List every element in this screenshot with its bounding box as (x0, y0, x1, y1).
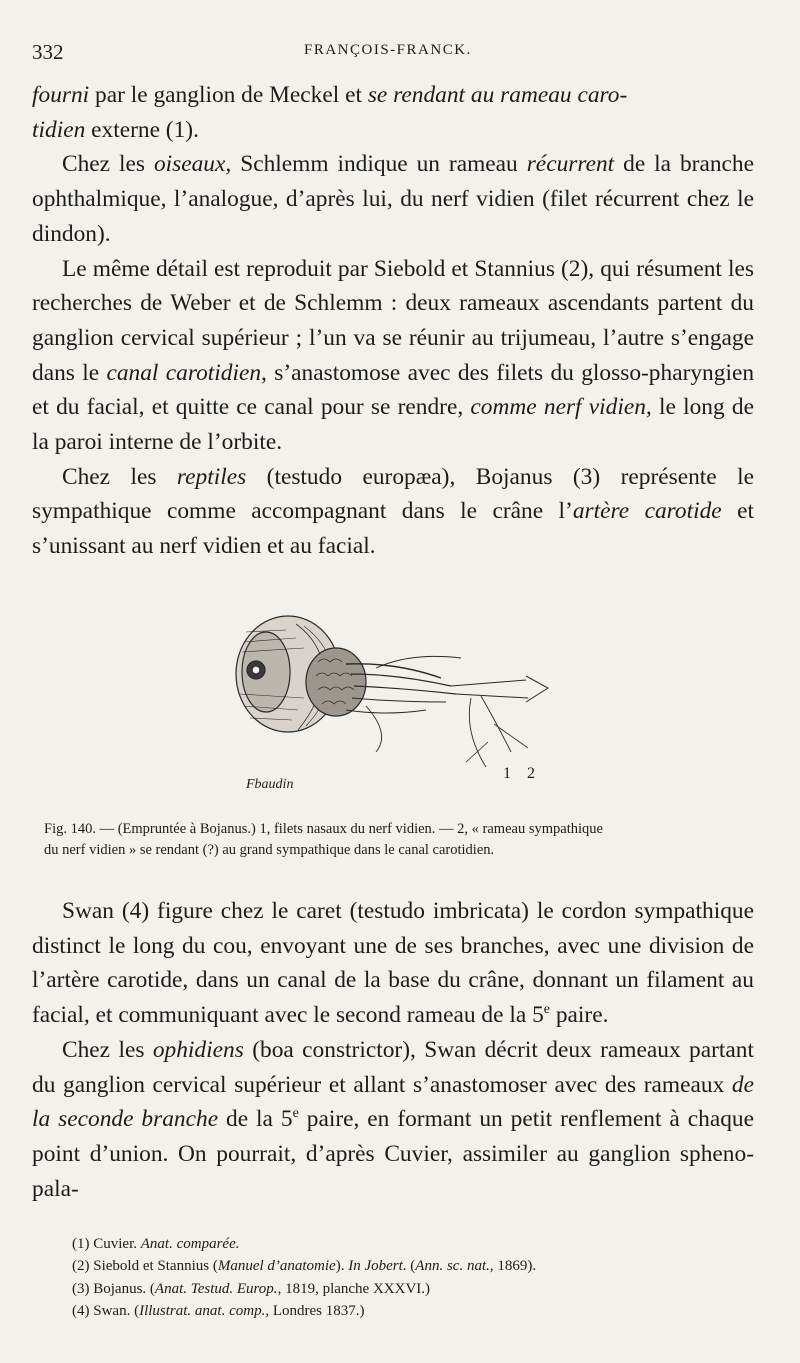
figure-illustration (226, 602, 576, 802)
engraver-signature: Fbaudin (246, 777, 294, 792)
page-number: 332 (32, 40, 64, 64)
paragraph: fourni par le ganglion de Meckel et se rendant au rameau caro- tidien externe (1). (32, 82, 628, 143)
footnote: (1) Cuvier. Anat. comparée. (72, 1236, 240, 1252)
eye-nerve-engraving (226, 602, 576, 802)
footnote: (2) Siebold et Stannius (Manuel d’anatomie). In Jobert. (Ann. sc. nat., 1869). (72, 1258, 537, 1275)
paragraph: Le même détail est reproduit par Siebold et Stannius (2), qui résument les recherches de Weber et de Schlemm : deux rameaux ascendants partent du ganglion cervical supérieur ; l’un va se réunir au trijumeau, l’autre s’engage dans le canal carotidien, s’anastomose avec des filets du glosso-pharyngien et du facial, et quitte ce canal pour se rendre, comme nerf vidien, le long de la paroi interne de l’orbite. (32, 255, 755, 456)
footnote: (3) Bojanus. (Anat. Testud. Europ., 1819, planche XXXVI.) (72, 1280, 431, 1297)
figure-label-1: 1 (503, 765, 511, 782)
footnotes (72, 1233, 772, 1322)
figure-label-2: 2 (527, 765, 535, 782)
paragraph: Chez les oiseaux, Schlemm indique un rameau récurrent de la branche ophthalmique, l’analogue, d’après lui, du nerf vidien (filet récurrent chez le dindon). (32, 151, 754, 247)
figure-caption: Fig. 140. — (Empruntée à Bojanus.) 1, filets nasaux du nerf vidien. — 2, « rameau sympathique du nerf vidien » se rendant (?) au grand sympathique dans le canal carotidien. (44, 821, 603, 858)
page-header (32, 40, 732, 68)
paragraph: Chez les ophidiens (boa constrictor), Swan décrit deux rameaux partant du ganglion cervical supérieur et allant s’anastomoser avec des rameaux de la seconde branche de la 5e paire, en formant un petit renflement à chaque point d’union. On pourrait, d’après Cuvier, assimiler au ganglion spheno-pala- (32, 1036, 754, 1202)
paragraph: Chez les reptiles (testudo europæa), Bojanus (3) représente le sympathique comme accompagnant dans le crâne l’artère carotide et s’unissant au nerf vidien et au facial. (32, 463, 754, 560)
footnote: (4) Swan. (Illustrat. anat. comp., Londres 1837.) (72, 1302, 365, 1319)
paragraph: Swan (4) figure chez le caret (testudo imbricata) le cordon sympathique distinct le long du cou, envoyant une de ses branches, avec une division de l’artère carotide, dans un canal de la base du crâne, donnant un filament au facial, et communiquant avec le second rameau de la 5e paire. (32, 898, 754, 1029)
body-text-top (32, 78, 754, 564)
running-head: FRANÇOIS-FRANCK. (304, 42, 472, 58)
body-text-bottom (32, 894, 754, 1206)
